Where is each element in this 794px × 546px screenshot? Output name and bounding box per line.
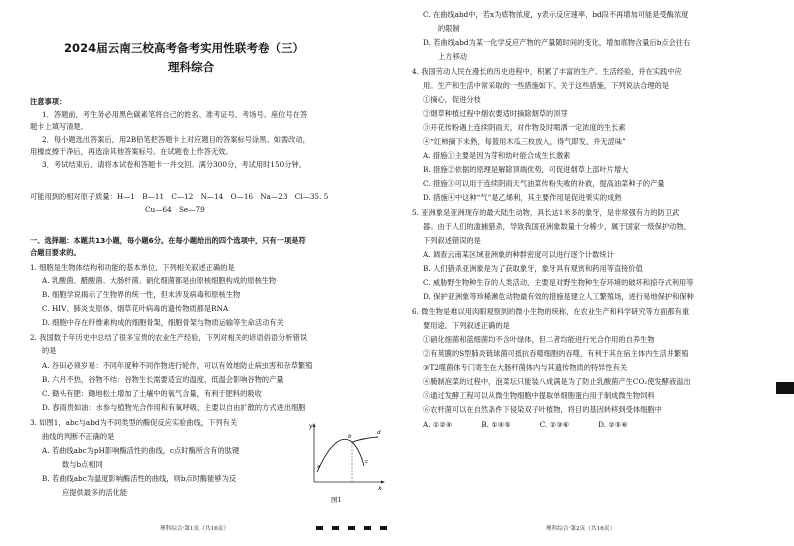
question-5: 5. 亚洲象是亚洲现存的最大陆生动物，具长达1米多的象牙，是非常强有力的防卫武 [412,208,680,217]
question-5-option-b: B. 人们猎杀亚洲象是为了获取象牙，象牙具有观赏和药用等直接价值 [423,264,643,273]
question-1: 1. 细胞是生物体结构和功能的基本单位，下列相关叙述正确的是 [30,263,235,272]
question-1-option-a: A. 乳酸菌、醋酸菌、大肠杆菌、硝化细菌都是由原核细胞构成的原核生物 [42,276,277,285]
question-3-option-b: B. 若曲线abc为温度影响酶活性的曲线，则b点时酶能够为反 [42,474,237,483]
question-2-option-b: B. 六月不热，谷物不结：谷物生长需要适宜的温度，低温会影响谷物的产量 [42,375,284,384]
question-6-item-3: ③T2噬菌体专门寄生在大肠杆菌体内与其遗传物质的特异性有关 [423,363,628,372]
question-4-cont: 用。生产和生活中常采取的一些措施如下。关于这些措施，下列说法合理的是 [423,81,670,90]
question-3-option-c: C. 在曲线abd中，若x为底物浓度，y表示反应速率，bd段不再增加可能是受酶浓度 [423,10,689,19]
question-5-option-c: C. 威胁野生物种生存的人类活动，主要是对野生物种生存环境的破坏和掠夺式利用等 [423,278,694,287]
question-2-cont: 的是 [42,346,57,355]
left-page-footer: 理科综合·第1页（共16页） [160,526,230,532]
question-4-item-3: ③开花传粉遇上连续阴雨天，对作物及时喷洒一定浓度的生长素 [423,123,626,132]
figure-1-graph [304,420,386,492]
question-4-option-a: A. 措施①主要是因为芽和幼叶能合成生长激素 [423,151,571,160]
notice-2-cont: 用橡皮擦干净后，再选涂其他答案标号。在试题卷上作答无效。 [30,147,233,156]
question-6-options: A. ①②④ B. ①④⑤ C. ②③⑥ D. ②⑤⑥ [423,420,628,429]
atomic-mass-line1: 可能用到的相对原子质量：H—1 B—11 C—12 N—14 O—16 Na—23 Cl—35. 5 [30,192,329,201]
question-3: 3. 如图1，abc与abd为不同类型的酶促反应实验曲线，下列有关 [30,418,238,427]
question-4-option-b: B. 措施②依据的原理是解除顶端优势，可促进烟草上部叶片增大 [423,165,629,174]
question-1-option-c: C. HIV、肺炎支原体、烟草花叶病毒的遗传物质都是RNA [42,304,229,313]
question-4-option-c: C. 措施③可以用于连续阴雨天气油菜传粉失败的补救，提高油菜种子的产量 [423,179,665,188]
svg-text:d: d [377,430,381,436]
notice-heading: 注意事项： [30,97,67,106]
question-4-item-4: ④“红柿摘下未熟，每篮用木瓜三枚放入，得气即发，并无涩味” [423,137,626,146]
question-3-option-a: A. 若曲线abc为pH影响酶活性的曲线，c点时酶所含有的肽键 [42,446,240,455]
question-3-cont: 曲线的判断不正确的是 [42,432,115,441]
question-2: 2. 我国数千年历史中总结了很多宝贵的农业生产经验，下列对相关的谚语俗语分析错误 [30,333,308,342]
question-3-option-c-cont: 的限制 [438,24,460,33]
question-6: 6. 微生物是难以用肉眼观察到的微小生物的统称，在农业生产和科学研究等方面都有重 [412,307,690,316]
right-page-footer: 理科综合·第2页（共16页） [546,526,616,532]
section-1-heading-cont: 合题目要求的。 [30,248,81,257]
figure-1-caption: 图1 [331,496,342,504]
question-3-option-b-cont: 应提供最多的活化能 [62,488,128,497]
question-4-item-1: ①摘心，促进分枝 [423,95,481,104]
svg-text:y: y [309,423,313,430]
notice-3: 3．考试结束后，请将本试卷和答题卡一并交回。满分300分，考试用时150分钟。 [42,160,306,169]
svg-text:a: a [317,464,321,470]
question-5-option-a: A. 调查云南某区域亚洲象的种群密度可以进行逐个计数统计 [423,250,614,259]
question-6-item-1: ①硝化细菌和蓝细菌均不含叶绿体，但二者均能进行光合作用的自养生物 [423,335,655,344]
question-4-option-d: D. 措施④中这种“气”是乙烯利，其主要作用是促进果实的成熟 [423,193,622,202]
question-2-option-a: A. 谷田必须岁易：不同年度种不同作物进行轮作，可以有效地防止病虫害和杂草繁殖 [42,361,313,370]
page-edge-tab [776,382,794,394]
question-2-option-c: C. 锄头有肥：锄地松土增加了土壤中的氧气含量，有利于肥料的吸收 [42,389,262,398]
question-4: 4. 我国劳动人民在漫长的历史进程中，积累了丰富的生产、生活经验，并在实践中应 [412,67,682,76]
question-6-item-6: ⑥农杆菌可以在自然条件下侵染双子叶植物，将目的基因转移到受体细胞中 [423,405,662,414]
svg-text:b: b [348,434,352,440]
section-1-heading: 一、选择题：本题共13小题，每小题6分。在每小题给出的四个选项中，只有一项是符 [30,236,306,245]
svg-text:x: x [378,485,382,492]
question-4-item-2: ②烟草种植过程中烟农要适时摘除烟草的顶芽 [423,109,568,118]
notice-1-cont: 题卡上填写清楚。 [30,122,88,131]
question-1-option-d: D. 细胞中存在纤维素构成的细胞骨架，细胞骨架与物质运输等生命活动有关 [42,318,284,327]
notice-2: 2．每小题选出答案后，用2B铅笔把答题卡上对应题目的答案标号涂黑。如需改动， [42,135,310,144]
question-3-option-d-cont: 上方移动 [438,52,467,61]
question-3-option-a-cont: 数与b点相同 [62,460,103,469]
question-5-cont-2: 下列叙述错误的是 [423,236,481,245]
question-6-item-5: ⑤通过发酵工程可以从微生物细胞中提取单细胞蛋白用于制成微生物饲料 [423,391,655,400]
exam-subtitle: 理科综合 [168,60,215,74]
question-6-item-2: ②有荚膜的S型肺炎链球菌可抵抗吞噬细胞的吞噬，有利于其在宿主体内生活并繁殖 [423,349,689,358]
svg-text:c: c [365,459,369,465]
question-2-option-d: D. 春雨贵如油：水参与植物光合作用和有氧呼吸，主要以自由扩散的方式进出细胞 [42,403,306,412]
atomic-mass-line2: Cu—64 Se—79 [145,205,205,214]
question-6-item-4: ④腌制泡菜的过程中，泡菜坛只能装八成满是为了防止乳酸菌产生CO₂使发酵液溢出 [423,377,691,386]
exam-title: 2024届云南三校高考备考实用性联考卷（三） [64,41,305,55]
question-5-option-d: D. 保护亚洲象等珍稀濒危动物最有效的措施是建立人工繁殖场，进行易地保护和保种 [423,292,694,301]
question-1-option-b: B. 细胞学说揭示了生物界的统一性，但未涉及病毒和原核生物 [42,290,241,299]
question-6-cont: 要用途。下列叙述正确的是 [423,321,510,330]
notice-1: 1．答题前，考生务必用黑色碳素笔将自己的姓名、准考证号、考场号、座位号在答 [42,110,308,119]
right-page [398,0,794,546]
question-3-option-d: D. 若曲线abd为某一化学反应产物的产量随时间的变化，增加底物含量后b点会往右 [423,38,691,47]
question-5-cont: 器。由于人们的滥捕猎杀，导致我国亚洲象数量十分稀少，属于国家一级保护动物。 [423,222,691,231]
